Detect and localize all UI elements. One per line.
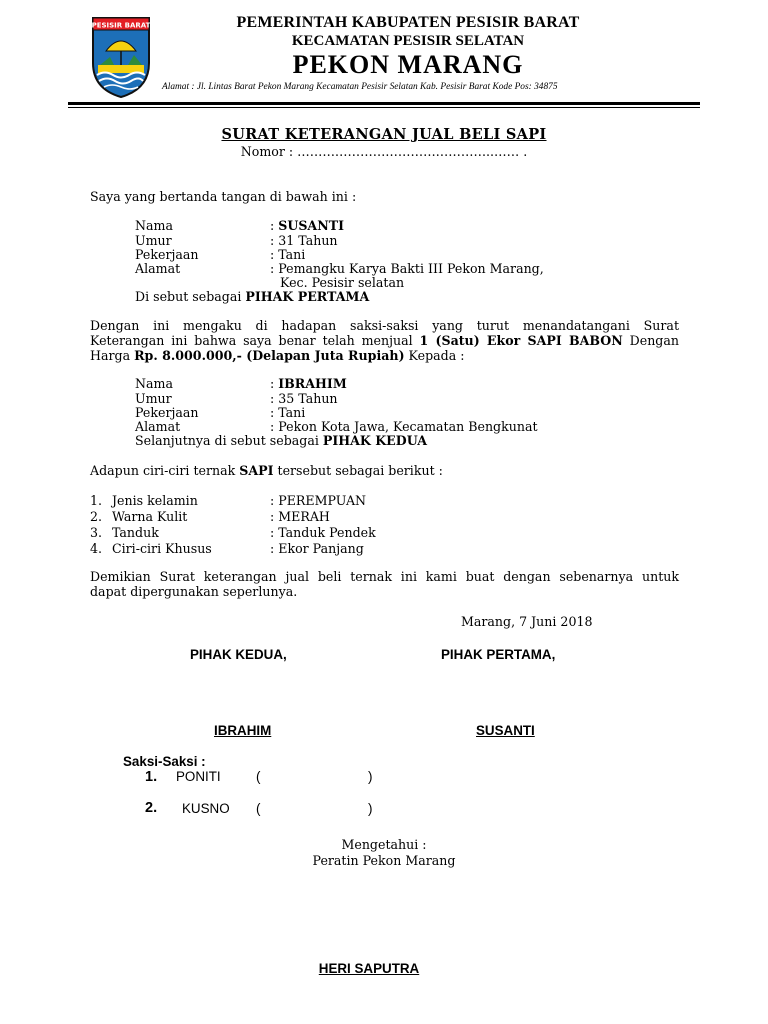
letterhead-district: KECAMATAN PESISIR SELATAN [291,33,525,49]
trait-label: Ciri-ciri Khusus [112,541,212,556]
second-party-designation: PIHAK KEDUA [322,433,428,448]
letterhead-government: PEMERINTAH KABUPATEN PESISIR BARAT [236,14,580,31]
witness-signature-open: ( [256,801,261,816]
traits-intro-text: Adapun ciri-ciri ternak [90,463,240,478]
trait-number: 1. [90,493,103,508]
regency-emblem-logo [90,15,152,99]
statement-line-1: Dengan ini mengaku di hadapan saksi-saksi yang turut menandatangani Surat [90,318,679,333]
second-party-designation-line [135,433,427,448]
first-party-name: : SUSANTI [270,218,344,233]
second-party-address-value: Pekon Kota Jawa, Kecamatan Bengkunat [278,419,538,434]
witness-name: KUSNO [182,801,230,816]
second-party-name: : IBRAHIM [270,376,347,391]
trait-value: : Ekor Panjang [270,541,364,556]
letterhead-divider-thin [68,107,700,108]
first-party-address-label: Alamat [135,261,181,276]
second-party-address-label: Alamat [135,419,181,434]
first-party-job-label: Pekerjaan [135,247,199,262]
first-party-address: : Pemangku Karya Bakti III Pekon Marang, [270,261,544,276]
intro-text: Saya yang bertanda tangan di bawah ini : [90,189,357,204]
first-party-address-line2: Kec. Pesisir selatan [280,275,405,290]
first-party-job-value: Tani [278,247,306,262]
first-party-age-label: Umur [135,233,172,248]
approval-label: Mengetahui : [341,837,427,852]
second-party-signature-name: IBRAHIM [214,723,272,738]
second-party-name-value: IBRAHIM [278,376,347,391]
second-party-signature-role: PIHAK KEDUA, [190,647,287,662]
closing-line-1: Demikian Surat keterangan jual beli ternak ini kami buat dengan sebenarnya untuk [90,569,679,584]
trait-horn-value: Tanduk Pendek [278,525,376,540]
closing-line-2: dapat dipergunakan seperlunya. [90,584,298,599]
second-party-address: : Pekon Kota Jawa, Kecamatan Bengkunat [270,419,538,434]
trait-value: : MERAH [270,509,330,524]
first-party-address-value: Pemangku Karya Bakti III Pekon Marang, [278,261,544,276]
letterhead-divider [68,102,700,105]
statement-line-2 [90,333,679,349]
first-party-designation: PIHAK PERTAMA [245,289,370,304]
witness-signature-close: ) [368,769,373,784]
first-party-name-label: Nama [135,218,173,233]
trait-sex-value: PEREMPUAN [278,493,367,508]
witness-number: 2. [145,800,158,816]
statement-text: Kepada : [404,348,465,363]
letterhead-village: PEKON MARANG [292,50,524,79]
witness-signature-open: ( [256,769,261,784]
statement-text: Harga [90,348,135,363]
second-party-age: : 35 Tahun [270,391,338,406]
witness-signature-close: ) [368,801,373,816]
trait-value: : Tanduk Pendek [270,525,376,540]
first-party-name-value: SUSANTI [278,218,344,233]
witness-number: 1. [145,769,158,785]
letterhead-address: Alamat : Jl. Lintas Barat Pekon Marang Kecamatan Pesisir Selatan Kab. Pesisir Barat Kode Pos: 34875 [162,82,558,92]
first-party-age: : 31 Tahun [270,233,338,248]
trait-number: 4. [90,541,103,556]
village-head-name: HERI SAPUTRA [318,961,420,976]
statement-text: Keterangan ini bahwa saya benar telah menjual [90,333,420,348]
cattle-quantity: 1 (Satu) Ekor SAPI BABON [419,333,623,348]
statement-line-3 [90,348,679,364]
first-party-job: : Tani [270,247,306,262]
logo-banner-text: PESISIR BARAT [91,21,151,30]
second-party-designation-prefix: Selanjutnya di sebut sebagai [135,433,323,448]
trait-label: Tanduk [112,525,159,540]
trait-color-value: MERAH [278,509,330,524]
cattle-type: SAPI [239,463,274,478]
statement-text: Dengan [622,333,679,348]
second-party-age-value: 35 Tahun [278,391,338,406]
second-party-job: : Tani [270,405,306,420]
cattle-traits-intro [90,463,443,478]
witness-name: PONITI [176,769,221,784]
trait-value: : PEREMPUAN [270,493,367,508]
trait-special-value: Ekor Panjang [278,541,364,556]
sale-price: Rp. 8.000.000,- (Delapan Juta Rupiah) [134,348,405,363]
trait-label: Jenis kelamin [112,493,198,508]
trait-label: Warna Kulit [112,509,188,524]
place-and-date: Marang, 7 Juni 2018 [461,614,593,629]
second-party-job-value: Tani [278,405,306,420]
second-party-job-label: Pekerjaan [135,405,199,420]
document-title: SURAT KETERANGAN JUAL BELI SAPI [221,126,547,143]
first-party-signature-role: PIHAK PERTAMA, [441,647,556,662]
first-party-age-value: 31 Tahun [278,233,338,248]
second-party-age-label: Umur [135,391,172,406]
witnesses-heading: Saksi-Saksi : [123,754,206,769]
trait-number: 3. [90,525,103,540]
document-number: Nomor : ………………………………………..…… . [240,144,528,159]
first-party-signature-name: SUSANTI [476,723,535,738]
traits-intro-text: tersebut sebagai berikut : [273,463,443,478]
approval-role: Peratin Pekon Marang [312,853,456,868]
trait-number: 2. [90,509,103,524]
first-party-designation-prefix: Di sebut sebagai [135,289,246,304]
second-party-name-label: Nama [135,376,173,391]
first-party-designation-line [135,289,369,304]
